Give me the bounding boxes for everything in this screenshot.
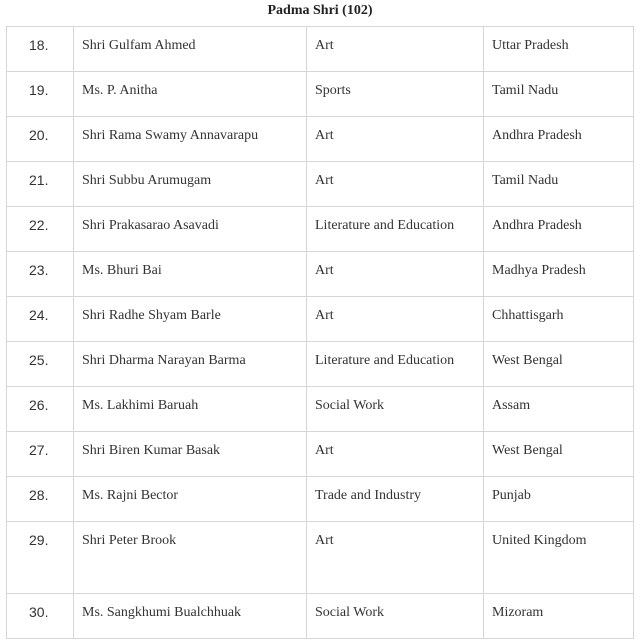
awardee-state: Tamil Nadu	[484, 72, 634, 117]
awardee-state: West Bengal	[484, 432, 634, 477]
table-row	[7, 72, 634, 117]
awardee-name: Ms. Lakhimi Baruah	[74, 387, 307, 432]
awardee-name: Ms. Sangkhumi Bualchhuak	[74, 594, 307, 639]
table-row	[7, 522, 634, 594]
table-row	[7, 162, 634, 207]
serial-number: 29.	[7, 522, 74, 594]
serial-number: 27.	[7, 432, 74, 477]
table-row	[7, 477, 634, 522]
serial-number: 30.	[7, 594, 74, 639]
awardee-name: Shri Rama Swamy Annavarapu	[74, 117, 307, 162]
serial-number: 28.	[7, 477, 74, 522]
awardee-state: Andhra Pradesh	[484, 207, 634, 252]
serial-number: 22.	[7, 207, 74, 252]
awardee-name: Shri Prakasarao Asavadi	[74, 207, 307, 252]
awardee-state: Mizoram	[484, 594, 634, 639]
award-field: Trade and Industry	[307, 477, 484, 522]
table-row	[7, 432, 634, 477]
serial-number: 24.	[7, 297, 74, 342]
awardee-name: Shri Dharma Narayan Barma	[74, 342, 307, 387]
table-row	[7, 387, 634, 432]
awardee-name: Shri Radhe Shyam Barle	[74, 297, 307, 342]
serial-number: 25.	[7, 342, 74, 387]
awardee-name: Shri Subbu Arumugam	[74, 162, 307, 207]
awardee-state: Chhattisgarh	[484, 297, 634, 342]
award-field: Art	[307, 27, 484, 72]
serial-number: 18.	[7, 27, 74, 72]
awardee-state: Uttar Pradesh	[484, 27, 634, 72]
table-row	[7, 594, 634, 639]
awardee-name: Ms. Bhuri Bai	[74, 252, 307, 297]
awardee-name: Ms. P. Anitha	[74, 72, 307, 117]
award-field: Art	[307, 117, 484, 162]
serial-number: 20.	[7, 117, 74, 162]
table-row	[7, 117, 634, 162]
serial-number: 26.	[7, 387, 74, 432]
award-field: Art	[307, 432, 484, 477]
award-field: Literature and Education	[307, 342, 484, 387]
award-field: Art	[307, 522, 484, 594]
awardee-state: Andhra Pradesh	[484, 117, 634, 162]
table-row	[7, 27, 634, 72]
awardee-state: United Kingdom	[484, 522, 634, 594]
awardee-name: Shri Peter Brook	[74, 522, 307, 594]
table-row	[7, 342, 634, 387]
table-row	[7, 252, 634, 297]
awardees-table	[6, 26, 634, 639]
award-field: Art	[307, 252, 484, 297]
awardee-name: Ms. Rajni Bector	[74, 477, 307, 522]
award-field: Social Work	[307, 594, 484, 639]
awardee-state: Tamil Nadu	[484, 162, 634, 207]
serial-number: 21.	[7, 162, 74, 207]
serial-number: 19.	[7, 72, 74, 117]
award-field: Social Work	[307, 387, 484, 432]
award-field: Literature and Education	[307, 207, 484, 252]
award-field: Sports	[307, 72, 484, 117]
awardees-table-body	[7, 27, 634, 639]
awardee-state: West Bengal	[484, 342, 634, 387]
serial-number: 23.	[7, 252, 74, 297]
table-row	[7, 297, 634, 342]
award-field: Art	[307, 297, 484, 342]
awardee-name: Shri Gulfam Ahmed	[74, 27, 307, 72]
awardee-state: Assam	[484, 387, 634, 432]
page-title: Padma Shri (102)	[267, 3, 373, 18]
awardee-state: Madhya Pradesh	[484, 252, 634, 297]
awardee-state: Punjab	[484, 477, 634, 522]
table-row	[7, 207, 634, 252]
awardee-name: Shri Biren Kumar Basak	[74, 432, 307, 477]
award-field: Art	[307, 162, 484, 207]
